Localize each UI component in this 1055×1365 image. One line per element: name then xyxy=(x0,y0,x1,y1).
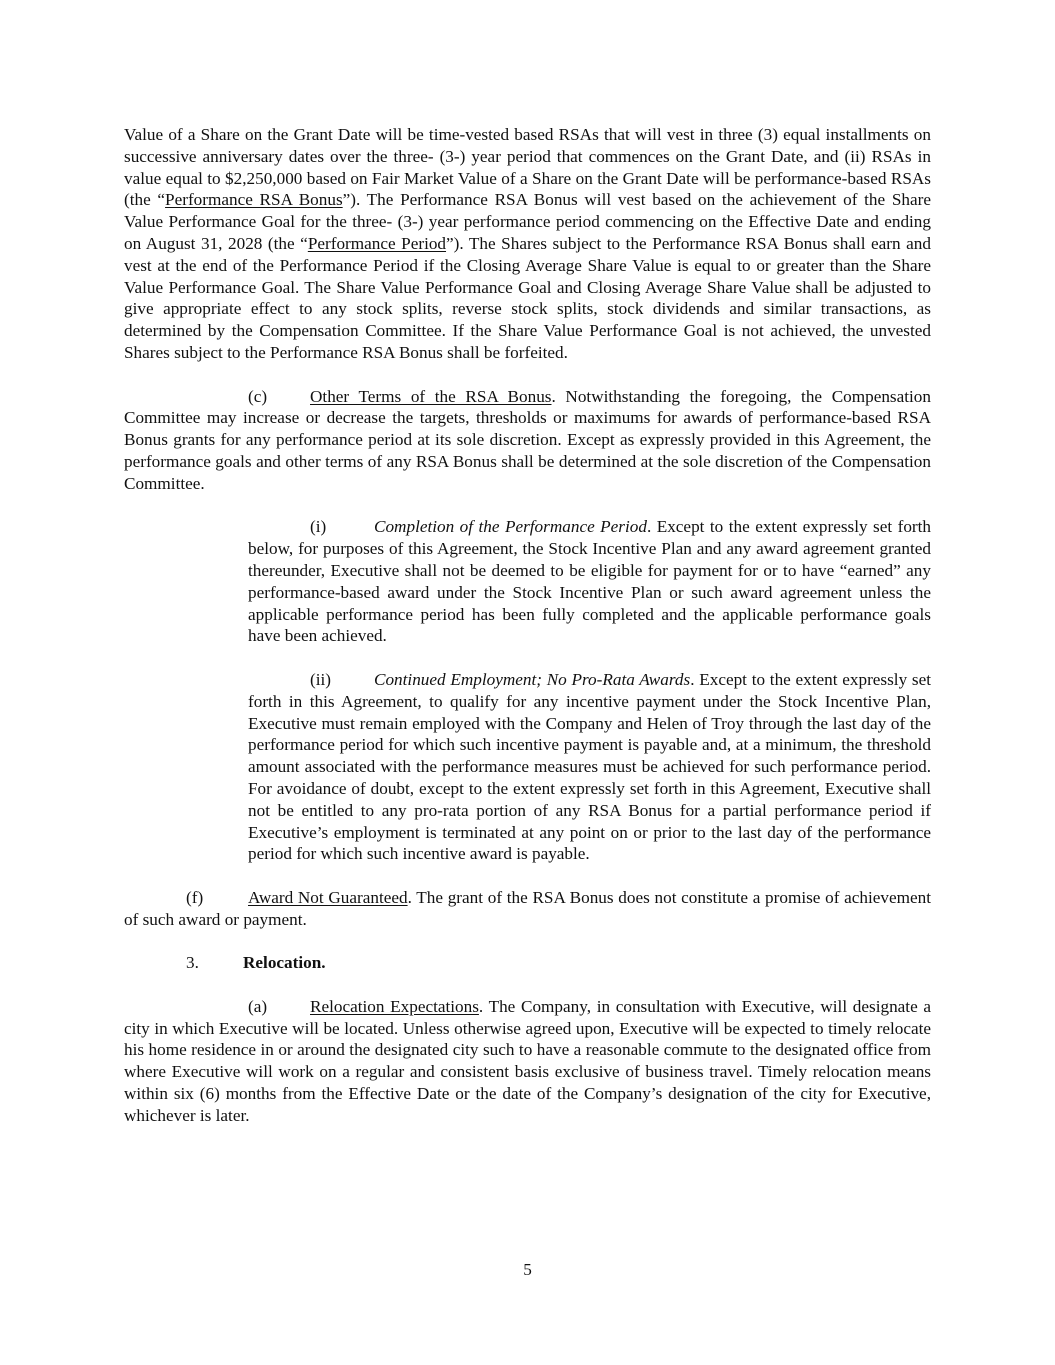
section-3-label: 3. xyxy=(186,953,199,973)
paragraph-c-i: (i) Completion of the Performance Period. Except to the extent expressly set forth below, for purposes of this Agreement, the Stock Incentive Plan and any award agreement granted thereunder, Executive shall not be deemed to be eligible for payment for or to have “earned” any performance-based award under the Stock Incentive Plan or such award agreement unless the applicable performance period has been fully completed and the applicable performance goals have been achieved. xyxy=(248,517,931,646)
section-3-heading xyxy=(124,952,931,974)
document-page xyxy=(124,124,931,1148)
paragraph-a-label: (a) xyxy=(248,996,268,1016)
paragraph-c-ii: (ii) Continued Employment; No Pro-Rata Awards. Except to the extent expressly set forth in this Agreement, to qualify for any incentive payment under the Stock Incentive Plan, Executive must remain employed with the Company and Helen of Troy through the last day of the performance period for which such incentive payment is payable and, at a minimum, the threshold amount associated with the performance measures must be achieved for such performance period. For avoidance of doubt, except to the extent expressly set forth in this Agreement, Executive shall not be entitled to any pro-rata portion of any RSA Bonus for a partial performance period if Executive’s employment is terminated at any point on or prior to the last day of the performance period for which such incentive award is payable. xyxy=(248,669,931,864)
page-number: 5 xyxy=(523,1260,532,1279)
paragraph-f-title: Award Not Guaranteed xyxy=(248,887,408,907)
paragraph-f-label: (f) xyxy=(186,887,204,907)
paragraph-a-title: Relocation Expectations xyxy=(310,996,479,1016)
paragraph-c-label: (c) xyxy=(248,386,268,406)
paragraph-c-title: Other Terms of the RSA Bonus xyxy=(310,386,552,406)
paragraph-a: (a) Relocation Expectations. The Company, in consultation with Executive, will designate a city in which Executive will be located. Unless otherwise agreed upon, Executive will be expected to timely relocate his home residence in or around the designated city such to have a reasonable commute to the designated office from where Executive will work on a regular and consistent basis exclusive of business travel. Timely relocation means within six (6) months from the Effective Date or the date of the Company’s designation of the city for Executive, whichever is later. xyxy=(124,996,932,1125)
paragraph-c-i-title: Completion of the Performance Period xyxy=(374,517,647,537)
paragraph-f: (f) Award Not Guaranteed. The grant of the RSA Bonus does not constitute a promise of achievement of such award or payment. xyxy=(124,887,931,929)
paragraph-c-ii-title: Continued Employment; No Pro-Rata Awards xyxy=(374,669,691,689)
section-3-title: Relocation. xyxy=(243,953,326,973)
paragraph-c-ii-label: (ii) xyxy=(310,669,331,689)
paragraph-c: (c) Other Terms of the RSA Bonus. Notwithstanding the foregoing, the Compensation Committee may increase or decrease the targets, thresholds or maximums for awards of performance-based RSA Bonus grants for any performance period at its sole discretion. Except as expressly provided in this Agreement, the performance goals and other terms of any RSA Bonus shall be determined at the sole discretion of the Compensation Committee. xyxy=(124,386,931,493)
defined-term-performance-rsa-bonus: Performance RSA Bonus xyxy=(165,190,343,210)
paragraph-intro: Value of a Share on the Grant Date will be time-vested based RSAs that will vest in three (3) equal installments on successive anniversary dates over the three- (3-) year period that commences on the Grant Date, and (ii) RSAs in value equal to $2,250,000 based on Fair Market Value of a Share on the Grant Date will be performance-based RSAs (the “Performance RSA Bonus”). The Performance RSA Bonus will vest based on the achievement of the Share Value Performance Goal for the three- (3-) year performance period commencing on the Effective Date and ending on August 31, 2028 (the “Performance Period”). The Shares subject to the Performance RSA Bonus shall earn and vest at the end of the Performance Period if the Closing Average Share Value is equal to or greater than the Share Value Performance Goal. The Share Value Performance Goal and Closing Average Share Value shall be adjusted to give appropriate effect to any stock splits, reverse stock splits, stock dividends and similar transactions, as determined by the Compensation Committee. If the Share Value Performance Goal is not achieved, the unvested Shares subject to the Performance RSA Bonus shall be forfeited. xyxy=(124,125,931,362)
defined-term-performance-period: Performance Period xyxy=(307,233,447,253)
paragraph-c-i-label: (i) xyxy=(310,517,327,537)
